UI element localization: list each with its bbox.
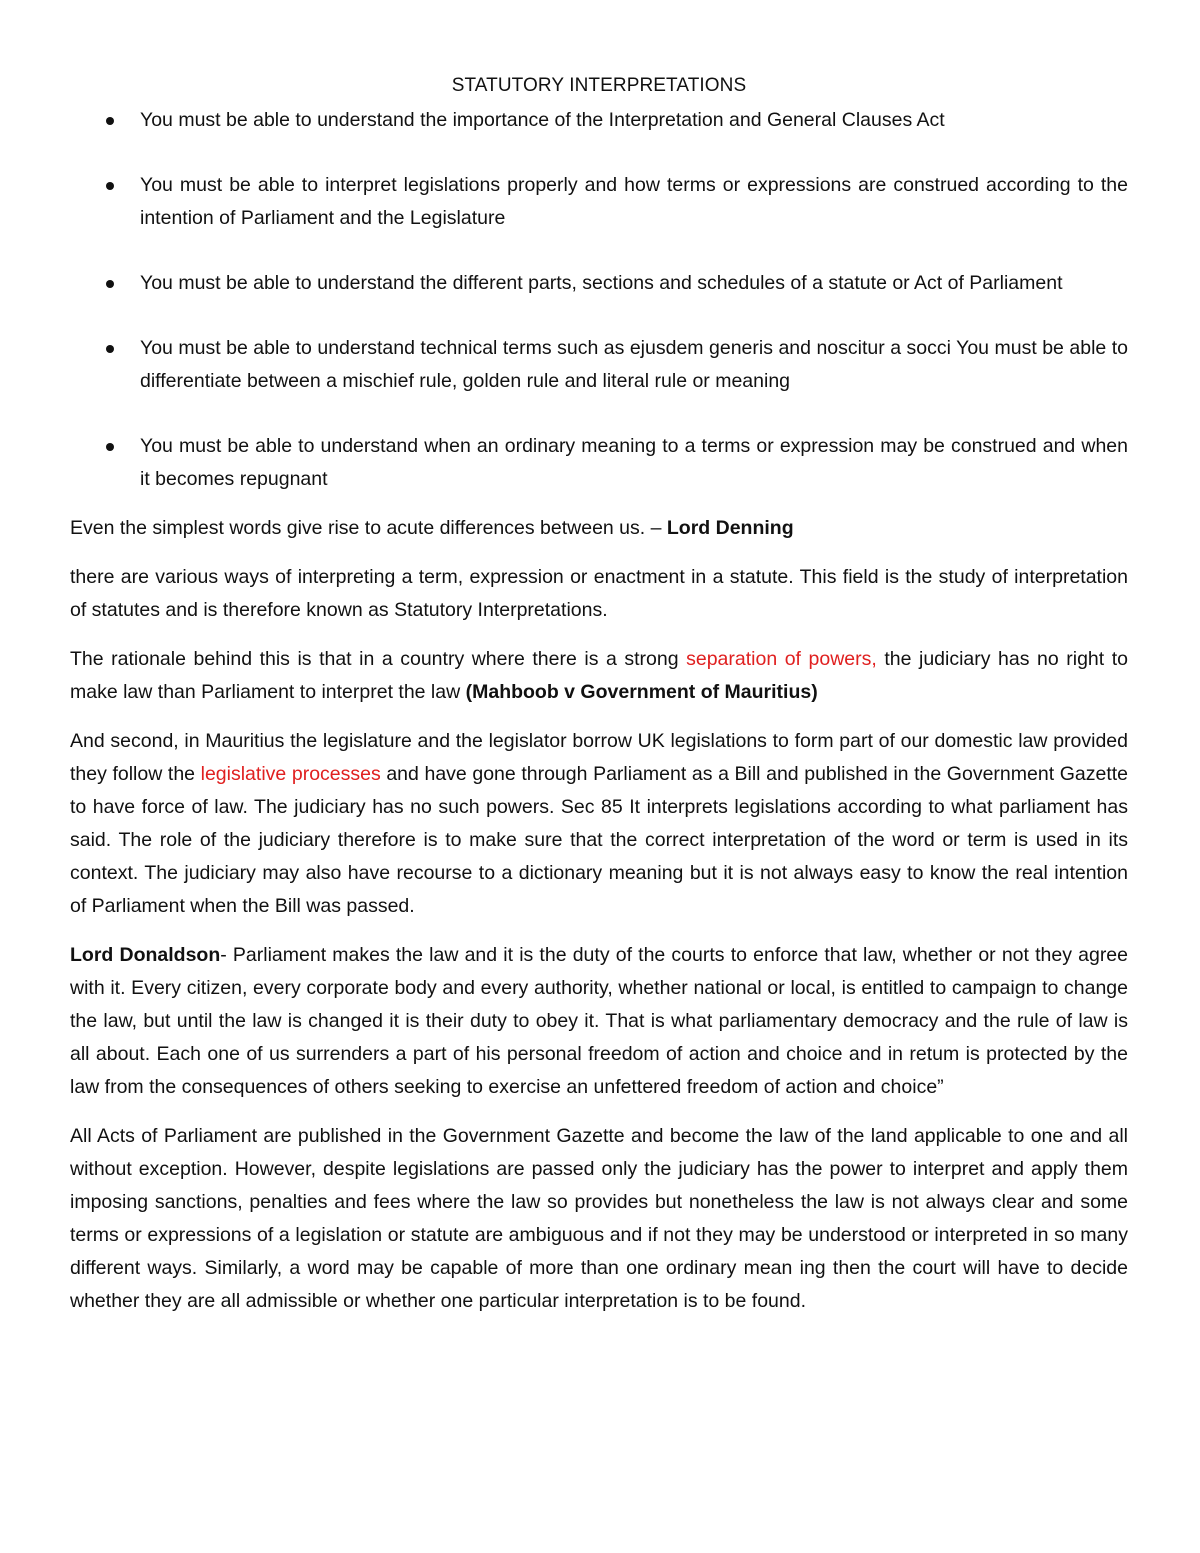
paragraph-text: The rationale behind this is that in a country where there is a strong	[70, 648, 687, 670]
paragraph-legislature	[70, 725, 1128, 923]
paragraph-text: and have gone through Parliament as a Bill and published in the Government Gazette to have force of law. The judiciary has no such powers. Sec 85 It interprets legislations according to what parliament has said. The role of the judiciary therefore is to make sure that the correct interpretation of the word or term is used in its context. The judiciary may also have recourse to a dictionary meaning but it is not always easy to know the real intention of Parliament when the Bill was passed.	[70, 763, 1128, 917]
quote-author: Lord Denning	[666, 517, 794, 539]
speaker-name: Lord Donaldson	[70, 944, 221, 966]
paragraph-intro: there are various ways of interpreting a term, expression or enactment in a statute. This field is the study of interpretation of statutes and is therefore known as Statutory Interpretations.	[70, 566, 1128, 621]
denning-quote	[70, 512, 1128, 545]
paragraph-text: the judiciary has no right to make law than Parliament to interpret the law	[70, 648, 1128, 703]
objectives-list	[70, 104, 1128, 496]
list-item-text: You must be able to understand when an ordinary meaning to a terms or expression may be construed and when it becomes repugnant	[140, 435, 1128, 490]
paragraph-text: And second, in Mauritius the legislature and the legislator borrow UK legislations to form part of our domestic law provided they follow the	[70, 730, 1128, 785]
highlight-term: legislative processes	[200, 763, 381, 785]
list-item	[70, 267, 1128, 300]
bullet-icon	[106, 182, 114, 190]
document-title: STATUTORY INTERPRETATIONS	[451, 75, 747, 96]
list-item-text: You must be able to interpret legislations properly and how terms or expressions are construed according to the intention of Parliament and the Legislature	[140, 174, 1128, 229]
bullet-icon	[106, 345, 114, 353]
list-item	[70, 332, 1128, 398]
case-citation: (Mahboob v Government of Mauritius)	[465, 681, 818, 703]
list-item-text: You must be able to understand the different parts, sections and schedules of a statute or Act of Parliament	[140, 272, 1063, 294]
paragraph-text: - Parliament makes the law and it is the duty of the courts to enforce that law, whether or not they agree with it. Every citizen, every corporate body and every authority, whether national or local, is entitled to campaign to change the law, but until the law is changed it is their duty to obey it. That is what parliamentary democracy and the rule of law is all about. Each one of us surrenders a part of his personal freedom of action and choice and in retum is protected by the law from the consequences of others seeking to exercise an unfettered freedom of action and choice”	[70, 944, 1128, 1098]
quote-text: Even the simplest words give rise to acute differences between us. –	[70, 517, 667, 539]
bullet-icon	[106, 280, 114, 288]
list-item	[70, 104, 1128, 137]
list-item	[70, 430, 1128, 496]
list-item-text: You must be able to understand technical terms such as ejusdem generis and noscitur a socci You must be able to differentiate between a mischief rule, golden rule and literal rule or meaning	[140, 337, 1128, 392]
bullet-icon	[106, 443, 114, 451]
highlight-term: separation of powers,	[686, 648, 877, 670]
paragraph-donaldson	[70, 939, 1128, 1104]
document-page	[70, 72, 1128, 1334]
paragraph-acts: All Acts of Parliament are published in the Government Gazette and become the law of the land applicable to one and all without exception. However, despite legislations are passed only the judiciary has the power to interpret and apply them imposing sanctions, penalties and fees where the law so provides but nonetheless the law is not always clear and some terms or expressions of a legislation or statute are ambiguous and if not they may be understood or interpreted in so many different ways. Similarly, a word may be capable of more than one ordinary mean ing then the court will have to decide whether they are all admissible or whether one particular interpretation is to be found.	[70, 1125, 1128, 1312]
bullet-icon	[106, 117, 114, 125]
paragraph-rationale	[70, 643, 1128, 709]
list-item	[70, 169, 1128, 235]
list-item-text: You must be able to understand the importance of the Interpretation and General Clauses Act	[140, 109, 945, 131]
